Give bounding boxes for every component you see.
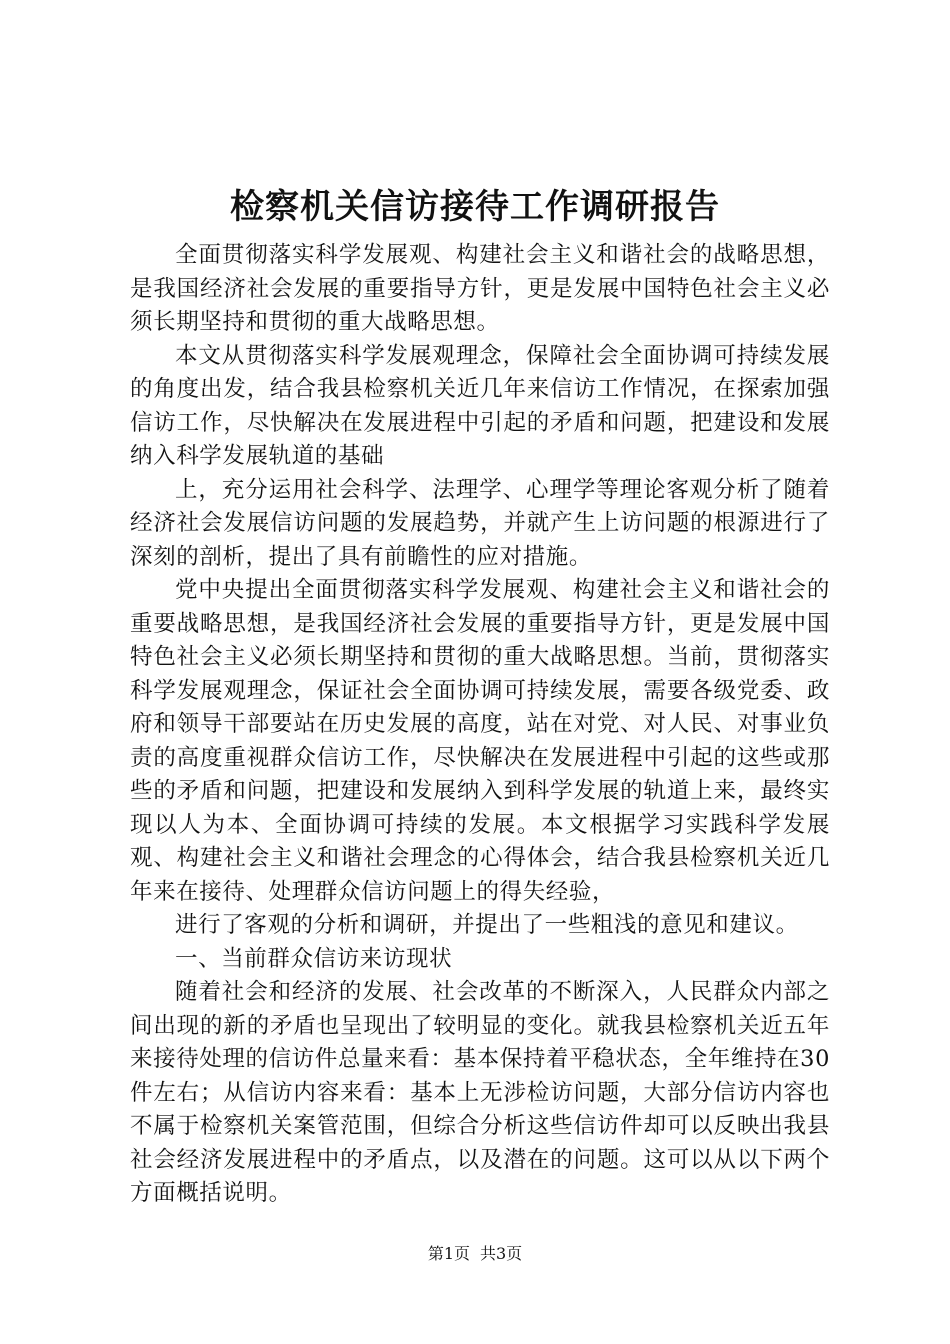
paragraph: 进行了客观的分析和调研，并提出了一些粗浅的意见和建议。 [175, 912, 799, 938]
page-footer [0, 1242, 950, 1266]
paragraph: 随着社会和经济的发展、社会改革的不断深入，人民群众内部之间出现的新的矛盾也呈现出了较明显的变化。就我县检察机关近五年来接待处理的信访件总量来看：基本保持着平稳状态，全年维持在30件左右；从信访内容来看：基本上无涉检访问题，大部分信访内容也不属于检察机关案管范围，但综合分析这些信访件却可以反映出我县社会经济发展进程中的矛盾点，以及潜在的问题。这可以从以下两个方面概括说明。 [130, 979, 830, 1206]
paragraph: 本文从贯彻落实科学发展观理念，保障社会全面协调可持续发展的角度出发，结合我县检察机关近几年来信访工作情况，在探索加强信访工作，尽快解决在发展进程中引起的矛盾和问题，把建设和发展纳入科学发展轨道的基础 [130, 342, 830, 469]
section-heading: 一、当前群众信访来访现状 [175, 945, 453, 972]
page-total: 共3页 [480, 1244, 523, 1263]
document-title: 检察机关信访接待工作调研报告 [230, 187, 720, 227]
page-number: 第1页 [427, 1244, 470, 1263]
paragraph: 上，充分运用社会科学、法理学、心理学等理论客观分析了随着经济社会发展信访问题的发展趋势，并就产生上访问题的根源进行了深刻的剖析，提出了具有前瞻性的应对措施。 [130, 476, 830, 570]
paragraph: 党中央提出全面贯彻落实科学发展观、构建社会主义和谐社会的重要战略思想，是我国经济社会发展的重要指导方针，更是发展中国特色社会主义必须长期坚持和贯彻的重大战略思想。当前，贯彻落实科学发展观理念，保证社会全面协调可持续发展，需要各级党委、政府和领导干部要站在历史发展的高度，站在对党、对人民、对事业负责的高度重视群众信访工作，尽快解决在发展进程中引起的这些或那些的矛盾和问题，把建设和发展纳入到科学发展的轨道上来，最终实现以人为本、全面协调可持续的发展。本文根据学习实践科学发展观、构建社会主义和谐社会理念的心得体会，结合我县检察机关近几年来在接待、处理群众信访问题上的得失经验， [130, 577, 830, 905]
document-body [130, 239, 830, 1211]
paragraph: 全面贯彻落实科学发展观、构建社会主义和谐社会的战略思想，是我国经济社会发展的重要指导方针，更是发展中国特色社会主义必须长期坚持和贯彻的重大战略思想。 [130, 242, 830, 335]
